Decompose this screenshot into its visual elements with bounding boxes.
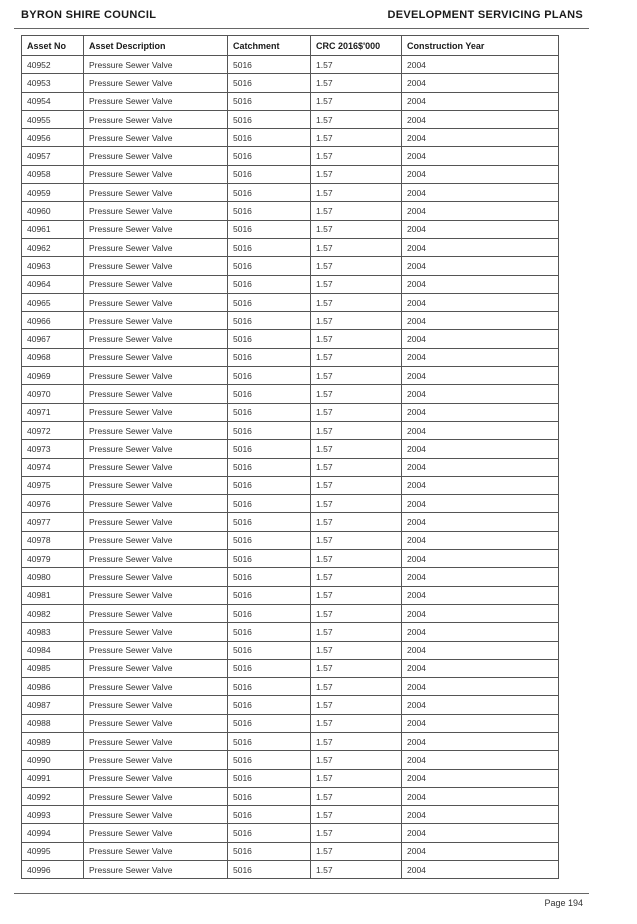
cell-catchment: 5016 xyxy=(228,312,311,330)
cell-asset-description: Pressure Sewer Valve xyxy=(84,257,228,275)
table-row xyxy=(22,312,559,330)
cell-crc: 1.57 xyxy=(311,824,402,842)
table-row xyxy=(22,732,559,750)
cell-asset-description: Pressure Sewer Valve xyxy=(84,56,228,74)
cell-asset-description: Pressure Sewer Valve xyxy=(84,659,228,677)
table-row xyxy=(22,238,559,256)
cell-catchment: 5016 xyxy=(228,202,311,220)
cell-asset-description: Pressure Sewer Valve xyxy=(84,348,228,366)
cell-asset-no: 40960 xyxy=(22,202,84,220)
cell-crc: 1.57 xyxy=(311,421,402,439)
cell-construction-year: 2004 xyxy=(402,495,559,513)
cell-catchment: 5016 xyxy=(228,806,311,824)
cell-asset-no: 40984 xyxy=(22,641,84,659)
cell-catchment: 5016 xyxy=(228,275,311,293)
cell-asset-no: 40968 xyxy=(22,348,84,366)
table-row xyxy=(22,385,559,403)
table-row xyxy=(22,604,559,622)
cell-construction-year: 2004 xyxy=(402,421,559,439)
cell-construction-year: 2004 xyxy=(402,769,559,787)
table-row xyxy=(22,586,559,604)
cell-crc: 1.57 xyxy=(311,257,402,275)
cell-asset-description: Pressure Sewer Valve xyxy=(84,202,228,220)
column-header-crc: CRC 2016$'000 xyxy=(311,36,402,56)
cell-asset-no: 40990 xyxy=(22,751,84,769)
cell-catchment: 5016 xyxy=(228,238,311,256)
cell-asset-no: 40995 xyxy=(22,842,84,860)
cell-catchment: 5016 xyxy=(228,92,311,110)
cell-asset-no: 40993 xyxy=(22,806,84,824)
table-row xyxy=(22,623,559,641)
table-row xyxy=(22,129,559,147)
footer-divider xyxy=(14,893,589,894)
cell-catchment: 5016 xyxy=(228,641,311,659)
cell-catchment: 5016 xyxy=(228,385,311,403)
cell-asset-no: 40981 xyxy=(22,586,84,604)
column-header-asset-no: Asset No xyxy=(22,36,84,56)
cell-crc: 1.57 xyxy=(311,751,402,769)
cell-catchment: 5016 xyxy=(228,824,311,842)
cell-asset-description: Pressure Sewer Valve xyxy=(84,458,228,476)
cell-asset-no: 40954 xyxy=(22,92,84,110)
cell-asset-description: Pressure Sewer Valve xyxy=(84,293,228,311)
document-header-org: BYRON SHIRE COUNCIL xyxy=(21,9,157,21)
cell-crc: 1.57 xyxy=(311,440,402,458)
cell-construction-year: 2004 xyxy=(402,586,559,604)
table-row xyxy=(22,184,559,202)
cell-crc: 1.57 xyxy=(311,129,402,147)
cell-catchment: 5016 xyxy=(228,367,311,385)
cell-catchment: 5016 xyxy=(228,623,311,641)
cell-catchment: 5016 xyxy=(228,184,311,202)
cell-asset-description: Pressure Sewer Valve xyxy=(84,110,228,128)
cell-asset-no: 40956 xyxy=(22,129,84,147)
cell-asset-description: Pressure Sewer Valve xyxy=(84,806,228,824)
cell-asset-no: 40962 xyxy=(22,238,84,256)
table-row xyxy=(22,495,559,513)
cell-construction-year: 2004 xyxy=(402,641,559,659)
cell-asset-no: 40988 xyxy=(22,714,84,732)
cell-asset-no: 40973 xyxy=(22,440,84,458)
cell-catchment: 5016 xyxy=(228,129,311,147)
cell-crc: 1.57 xyxy=(311,312,402,330)
cell-catchment: 5016 xyxy=(228,476,311,494)
cell-construction-year: 2004 xyxy=(402,842,559,860)
cell-catchment: 5016 xyxy=(228,257,311,275)
cell-construction-year: 2004 xyxy=(402,385,559,403)
cell-asset-no: 40985 xyxy=(22,659,84,677)
cell-construction-year: 2004 xyxy=(402,568,559,586)
cell-crc: 1.57 xyxy=(311,696,402,714)
cell-crc: 1.57 xyxy=(311,787,402,805)
table-row xyxy=(22,659,559,677)
cell-crc: 1.57 xyxy=(311,110,402,128)
cell-crc: 1.57 xyxy=(311,238,402,256)
cell-asset-no: 40961 xyxy=(22,220,84,238)
table-row xyxy=(22,110,559,128)
cell-crc: 1.57 xyxy=(311,623,402,641)
cell-catchment: 5016 xyxy=(228,842,311,860)
cell-catchment: 5016 xyxy=(228,696,311,714)
table-row xyxy=(22,531,559,549)
cell-asset-no: 40971 xyxy=(22,403,84,421)
cell-asset-description: Pressure Sewer Valve xyxy=(84,238,228,256)
cell-asset-description: Pressure Sewer Valve xyxy=(84,787,228,805)
cell-catchment: 5016 xyxy=(228,787,311,805)
cell-construction-year: 2004 xyxy=(402,659,559,677)
cell-crc: 1.57 xyxy=(311,147,402,165)
cell-asset-no: 40964 xyxy=(22,275,84,293)
cell-crc: 1.57 xyxy=(311,495,402,513)
table-row xyxy=(22,678,559,696)
table-row xyxy=(22,550,559,568)
cell-asset-description: Pressure Sewer Valve xyxy=(84,678,228,696)
cell-construction-year: 2004 xyxy=(402,696,559,714)
document-header-title: DEVELOPMENT SERVICING PLANS xyxy=(387,9,583,21)
cell-catchment: 5016 xyxy=(228,458,311,476)
cell-asset-description: Pressure Sewer Valve xyxy=(84,531,228,549)
cell-asset-description: Pressure Sewer Valve xyxy=(84,604,228,622)
column-header-construction-year: Construction Year xyxy=(402,36,559,56)
cell-construction-year: 2004 xyxy=(402,367,559,385)
cell-asset-description: Pressure Sewer Valve xyxy=(84,476,228,494)
cell-crc: 1.57 xyxy=(311,293,402,311)
cell-construction-year: 2004 xyxy=(402,220,559,238)
table-row xyxy=(22,74,559,92)
table-row xyxy=(22,220,559,238)
cell-asset-description: Pressure Sewer Valve xyxy=(84,220,228,238)
cell-catchment: 5016 xyxy=(228,56,311,74)
page-number: Page 194 xyxy=(544,898,583,908)
cell-catchment: 5016 xyxy=(228,147,311,165)
cell-asset-no: 40963 xyxy=(22,257,84,275)
cell-asset-no: 40986 xyxy=(22,678,84,696)
cell-asset-description: Pressure Sewer Valve xyxy=(84,385,228,403)
cell-construction-year: 2004 xyxy=(402,513,559,531)
table-row xyxy=(22,92,559,110)
cell-construction-year: 2004 xyxy=(402,787,559,805)
cell-asset-description: Pressure Sewer Valve xyxy=(84,440,228,458)
cell-construction-year: 2004 xyxy=(402,531,559,549)
cell-asset-no: 40982 xyxy=(22,604,84,622)
cell-asset-no: 40996 xyxy=(22,861,84,879)
cell-construction-year: 2004 xyxy=(402,202,559,220)
cell-crc: 1.57 xyxy=(311,56,402,74)
cell-catchment: 5016 xyxy=(228,769,311,787)
cell-crc: 1.57 xyxy=(311,550,402,568)
cell-asset-description: Pressure Sewer Valve xyxy=(84,421,228,439)
cell-crc: 1.57 xyxy=(311,732,402,750)
cell-asset-no: 40992 xyxy=(22,787,84,805)
asset-table xyxy=(21,35,559,879)
cell-asset-description: Pressure Sewer Valve xyxy=(84,824,228,842)
cell-asset-no: 40991 xyxy=(22,769,84,787)
cell-catchment: 5016 xyxy=(228,714,311,732)
cell-catchment: 5016 xyxy=(228,220,311,238)
table-row xyxy=(22,824,559,842)
cell-construction-year: 2004 xyxy=(402,330,559,348)
table-row xyxy=(22,275,559,293)
cell-catchment: 5016 xyxy=(228,403,311,421)
table-row xyxy=(22,257,559,275)
cell-asset-description: Pressure Sewer Valve xyxy=(84,842,228,860)
cell-asset-description: Pressure Sewer Valve xyxy=(84,312,228,330)
cell-asset-no: 40969 xyxy=(22,367,84,385)
cell-asset-no: 40987 xyxy=(22,696,84,714)
cell-asset-description: Pressure Sewer Valve xyxy=(84,367,228,385)
cell-asset-no: 40980 xyxy=(22,568,84,586)
cell-construction-year: 2004 xyxy=(402,110,559,128)
cell-construction-year: 2004 xyxy=(402,293,559,311)
table-row xyxy=(22,568,559,586)
table-row xyxy=(22,641,559,659)
cell-crc: 1.57 xyxy=(311,513,402,531)
cell-construction-year: 2004 xyxy=(402,56,559,74)
cell-asset-no: 40979 xyxy=(22,550,84,568)
cell-crc: 1.57 xyxy=(311,202,402,220)
cell-crc: 1.57 xyxy=(311,385,402,403)
cell-construction-year: 2004 xyxy=(402,257,559,275)
cell-asset-no: 40983 xyxy=(22,623,84,641)
table-row xyxy=(22,367,559,385)
cell-asset-no: 40967 xyxy=(22,330,84,348)
cell-asset-description: Pressure Sewer Valve xyxy=(84,586,228,604)
cell-asset-description: Pressure Sewer Valve xyxy=(84,696,228,714)
table-row xyxy=(22,787,559,805)
cell-crc: 1.57 xyxy=(311,604,402,622)
table-row xyxy=(22,513,559,531)
cell-catchment: 5016 xyxy=(228,330,311,348)
cell-construction-year: 2004 xyxy=(402,165,559,183)
table-body xyxy=(22,56,559,879)
table-row xyxy=(22,165,559,183)
table-row xyxy=(22,202,559,220)
cell-asset-description: Pressure Sewer Valve xyxy=(84,495,228,513)
cell-asset-description: Pressure Sewer Valve xyxy=(84,623,228,641)
table-row xyxy=(22,293,559,311)
cell-asset-no: 40953 xyxy=(22,74,84,92)
cell-construction-year: 2004 xyxy=(402,604,559,622)
table-row xyxy=(22,476,559,494)
cell-construction-year: 2004 xyxy=(402,440,559,458)
cell-crc: 1.57 xyxy=(311,806,402,824)
cell-construction-year: 2004 xyxy=(402,623,559,641)
cell-catchment: 5016 xyxy=(228,732,311,750)
cell-asset-no: 40974 xyxy=(22,458,84,476)
cell-crc: 1.57 xyxy=(311,165,402,183)
column-header-asset-description: Asset Description xyxy=(84,36,228,56)
cell-construction-year: 2004 xyxy=(402,147,559,165)
cell-crc: 1.57 xyxy=(311,403,402,421)
cell-catchment: 5016 xyxy=(228,165,311,183)
table-row xyxy=(22,806,559,824)
cell-construction-year: 2004 xyxy=(402,550,559,568)
table-row xyxy=(22,861,559,879)
cell-asset-description: Pressure Sewer Valve xyxy=(84,861,228,879)
cell-crc: 1.57 xyxy=(311,861,402,879)
cell-crc: 1.57 xyxy=(311,659,402,677)
cell-crc: 1.57 xyxy=(311,92,402,110)
cell-crc: 1.57 xyxy=(311,531,402,549)
cell-construction-year: 2004 xyxy=(402,751,559,769)
table-row xyxy=(22,769,559,787)
cell-construction-year: 2004 xyxy=(402,678,559,696)
cell-asset-description: Pressure Sewer Valve xyxy=(84,275,228,293)
cell-crc: 1.57 xyxy=(311,586,402,604)
cell-asset-no: 40957 xyxy=(22,147,84,165)
cell-construction-year: 2004 xyxy=(402,74,559,92)
cell-crc: 1.57 xyxy=(311,641,402,659)
cell-catchment: 5016 xyxy=(228,751,311,769)
cell-catchment: 5016 xyxy=(228,495,311,513)
cell-asset-description: Pressure Sewer Valve xyxy=(84,184,228,202)
cell-asset-no: 40955 xyxy=(22,110,84,128)
cell-asset-no: 40970 xyxy=(22,385,84,403)
table-row xyxy=(22,696,559,714)
cell-construction-year: 2004 xyxy=(402,714,559,732)
cell-crc: 1.57 xyxy=(311,184,402,202)
cell-construction-year: 2004 xyxy=(402,458,559,476)
cell-asset-description: Pressure Sewer Valve xyxy=(84,568,228,586)
cell-catchment: 5016 xyxy=(228,513,311,531)
cell-catchment: 5016 xyxy=(228,678,311,696)
cell-asset-description: Pressure Sewer Valve xyxy=(84,641,228,659)
cell-asset-no: 40959 xyxy=(22,184,84,202)
table-row xyxy=(22,842,559,860)
cell-catchment: 5016 xyxy=(228,604,311,622)
table-row xyxy=(22,440,559,458)
cell-construction-year: 2004 xyxy=(402,403,559,421)
cell-crc: 1.57 xyxy=(311,330,402,348)
cell-asset-description: Pressure Sewer Valve xyxy=(84,769,228,787)
cell-asset-no: 40989 xyxy=(22,732,84,750)
cell-crc: 1.57 xyxy=(311,458,402,476)
cell-asset-description: Pressure Sewer Valve xyxy=(84,513,228,531)
cell-construction-year: 2004 xyxy=(402,238,559,256)
table-row xyxy=(22,147,559,165)
cell-construction-year: 2004 xyxy=(402,184,559,202)
cell-asset-description: Pressure Sewer Valve xyxy=(84,147,228,165)
cell-catchment: 5016 xyxy=(228,110,311,128)
cell-asset-no: 40972 xyxy=(22,421,84,439)
cell-crc: 1.57 xyxy=(311,842,402,860)
cell-asset-no: 40965 xyxy=(22,293,84,311)
table-header-row xyxy=(22,36,559,56)
cell-construction-year: 2004 xyxy=(402,824,559,842)
cell-catchment: 5016 xyxy=(228,550,311,568)
cell-construction-year: 2004 xyxy=(402,275,559,293)
cell-asset-no: 40952 xyxy=(22,56,84,74)
cell-asset-description: Pressure Sewer Valve xyxy=(84,751,228,769)
cell-construction-year: 2004 xyxy=(402,806,559,824)
cell-construction-year: 2004 xyxy=(402,348,559,366)
cell-crc: 1.57 xyxy=(311,348,402,366)
cell-asset-no: 40975 xyxy=(22,476,84,494)
cell-asset-no: 40976 xyxy=(22,495,84,513)
cell-construction-year: 2004 xyxy=(402,732,559,750)
cell-catchment: 5016 xyxy=(228,348,311,366)
cell-asset-description: Pressure Sewer Valve xyxy=(84,403,228,421)
cell-crc: 1.57 xyxy=(311,678,402,696)
table-row xyxy=(22,56,559,74)
cell-construction-year: 2004 xyxy=(402,312,559,330)
cell-catchment: 5016 xyxy=(228,586,311,604)
cell-crc: 1.57 xyxy=(311,275,402,293)
cell-crc: 1.57 xyxy=(311,476,402,494)
cell-catchment: 5016 xyxy=(228,568,311,586)
cell-asset-description: Pressure Sewer Valve xyxy=(84,732,228,750)
cell-asset-no: 40994 xyxy=(22,824,84,842)
cell-catchment: 5016 xyxy=(228,531,311,549)
cell-asset-description: Pressure Sewer Valve xyxy=(84,714,228,732)
cell-asset-no: 40978 xyxy=(22,531,84,549)
cell-catchment: 5016 xyxy=(228,861,311,879)
cell-catchment: 5016 xyxy=(228,293,311,311)
cell-crc: 1.57 xyxy=(311,74,402,92)
cell-catchment: 5016 xyxy=(228,659,311,677)
cell-construction-year: 2004 xyxy=(402,861,559,879)
table-row xyxy=(22,751,559,769)
table-row xyxy=(22,348,559,366)
cell-asset-description: Pressure Sewer Valve xyxy=(84,550,228,568)
cell-crc: 1.57 xyxy=(311,367,402,385)
cell-construction-year: 2004 xyxy=(402,476,559,494)
cell-asset-no: 40977 xyxy=(22,513,84,531)
cell-crc: 1.57 xyxy=(311,220,402,238)
cell-catchment: 5016 xyxy=(228,74,311,92)
table-row xyxy=(22,421,559,439)
cell-asset-description: Pressure Sewer Valve xyxy=(84,129,228,147)
cell-catchment: 5016 xyxy=(228,421,311,439)
column-header-catchment: Catchment xyxy=(228,36,311,56)
cell-crc: 1.57 xyxy=(311,714,402,732)
cell-crc: 1.57 xyxy=(311,568,402,586)
cell-construction-year: 2004 xyxy=(402,129,559,147)
table-row xyxy=(22,330,559,348)
cell-asset-no: 40966 xyxy=(22,312,84,330)
cell-asset-description: Pressure Sewer Valve xyxy=(84,74,228,92)
cell-asset-description: Pressure Sewer Valve xyxy=(84,165,228,183)
cell-asset-description: Pressure Sewer Valve xyxy=(84,330,228,348)
table-row xyxy=(22,714,559,732)
cell-asset-description: Pressure Sewer Valve xyxy=(84,92,228,110)
table-row xyxy=(22,458,559,476)
cell-catchment: 5016 xyxy=(228,440,311,458)
table-row xyxy=(22,403,559,421)
cell-crc: 1.57 xyxy=(311,769,402,787)
cell-construction-year: 2004 xyxy=(402,92,559,110)
cell-asset-no: 40958 xyxy=(22,165,84,183)
header-divider xyxy=(14,28,589,29)
